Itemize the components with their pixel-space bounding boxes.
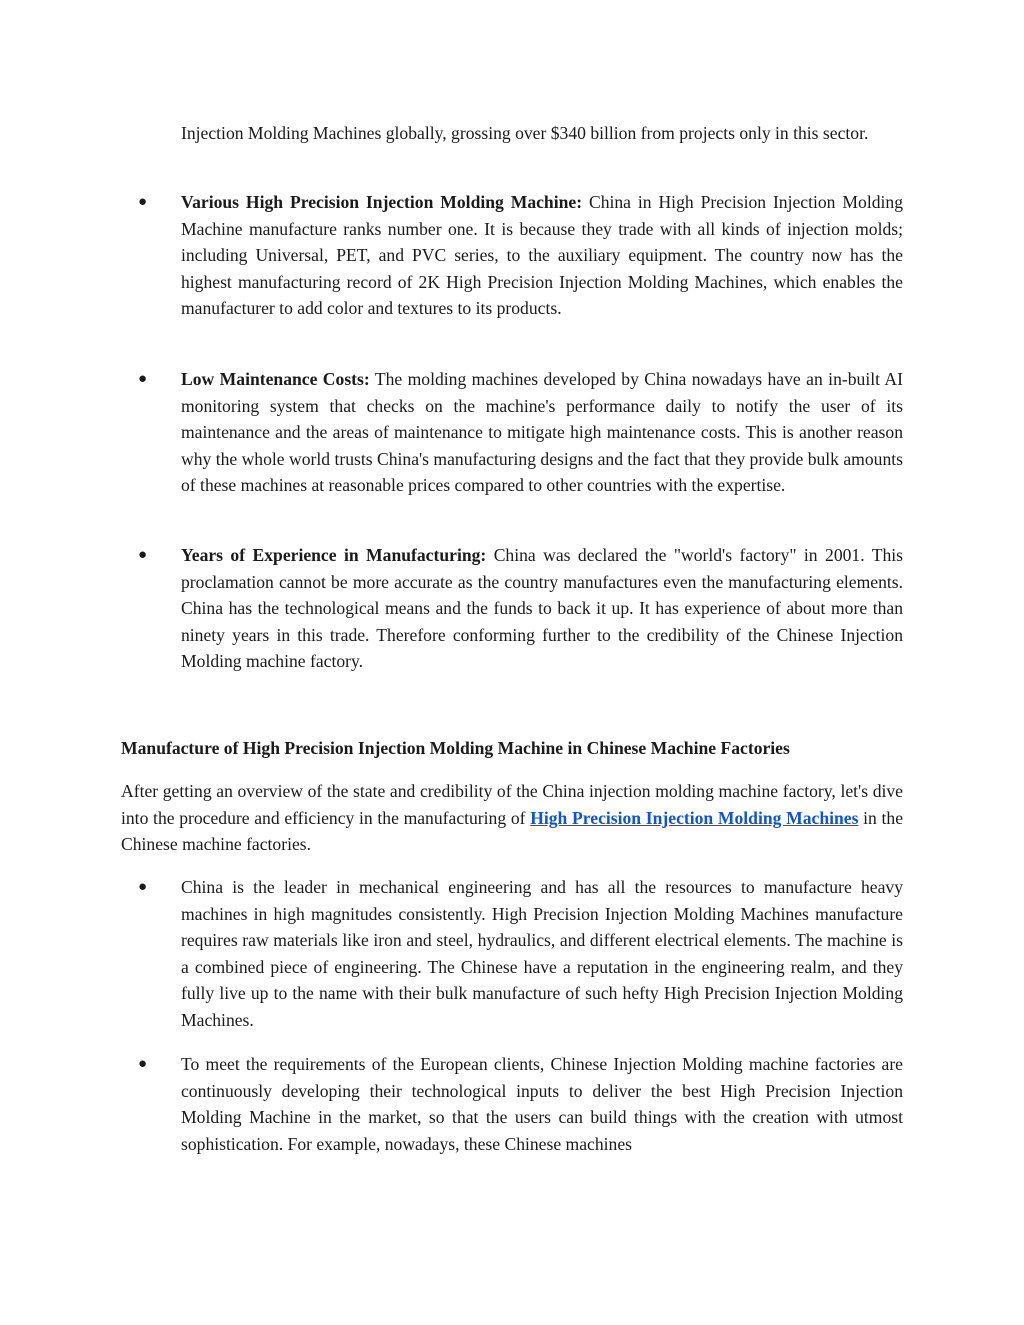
- list-item-lead: Years of Experience in Manufacturing:: [181, 545, 487, 565]
- high-precision-machines-link[interactable]: High Precision Injection Molding Machines: [530, 807, 859, 828]
- continuation-paragraph: Injection Molding Machines globally, grossing over $340 billion from projects only in this sector.: [181, 123, 869, 143]
- list-item: [121, 366, 903, 499]
- list-item-lead: Various High Precision Injection Molding Machine:: [181, 192, 583, 212]
- intro-text-before: After getting an overview of the state and credibility of the China injection molding machine factory, let's dive into the procedure and efficiency in the manufacturing of: [121, 781, 903, 828]
- list-item-body: The molding machines developed by China nowadays have an in-built AI monitoring system that checks on the machine's performance daily to notify the user of its maintenance and the areas of maintenance to mitigate high maintenance costs. This is another reason why the whole world trusts China's manufacturing designs and the fact that they provide bulk amounts of these machines at reasonable prices compared to other countries with the expertise.: [181, 369, 903, 496]
- bullet-icon: ●: [138, 371, 148, 387]
- list-item: [121, 1051, 903, 1157]
- list-item-body: China in High Precision Injection Molding Machine manufacture ranks number one. It is because they trade with all kinds of injection molds; including Universal, PET, and PVC series, to the auxiliary equipment. The country now has the highest manufacturing record of 2K High Precision Injection Molding Machines, which enables the manufacturer to add color and textures to its products.: [181, 192, 903, 319]
- bullet-icon: ●: [138, 1056, 148, 1072]
- list-item-lead: Low Maintenance Costs:: [181, 369, 370, 389]
- list-item: [121, 189, 903, 322]
- bullet-icon: ●: [138, 547, 148, 563]
- list-item-body: China is the leader in mechanical engineering and has all the resources to manufacture heavy machines in high magnitudes consistently. High Precision Injection Molding Machines manufacture requires raw materials like iron and steel, hydraulics, and different electrical elements. The machine is a combined piece of engineering. The Chinese have a reputation in the engineering realm, and they fully live up to the name with their bulk manufacture of such hefty High Precision Injection Molding Machines.: [181, 877, 903, 1030]
- section-intro: [121, 778, 903, 858]
- intro-text-after: in the Chinese machine factories.: [121, 807, 903, 855]
- bullet-icon: ●: [138, 879, 148, 895]
- list-item-body: To meet the requirements of the European clients, Chinese Injection Molding machine factories are continuously developing their technological inputs to deliver the best High Precision Injection Molding Machine in the market, so that the users can build things with the creation with utmost sophistication. For example, nowadays, these Chinese machines: [181, 1054, 903, 1154]
- list-item: [121, 542, 903, 675]
- bullet-icon: ●: [138, 194, 148, 210]
- list-item: [121, 874, 903, 1034]
- section-heading: Manufacture of High Precision Injection Molding Machine in Chinese Machine Factories: [121, 738, 790, 758]
- list-item-body: China was declared the "world's factory" in 2001. This proclamation cannot be more accurate as the country manufactures even the manufacturing elements. China has the technological means and the funds to back it up. It has experience of about more than ninety years in this trade. Therefore conforming further to the credibility of the Chinese Injection Molding machine factory.: [181, 545, 903, 672]
